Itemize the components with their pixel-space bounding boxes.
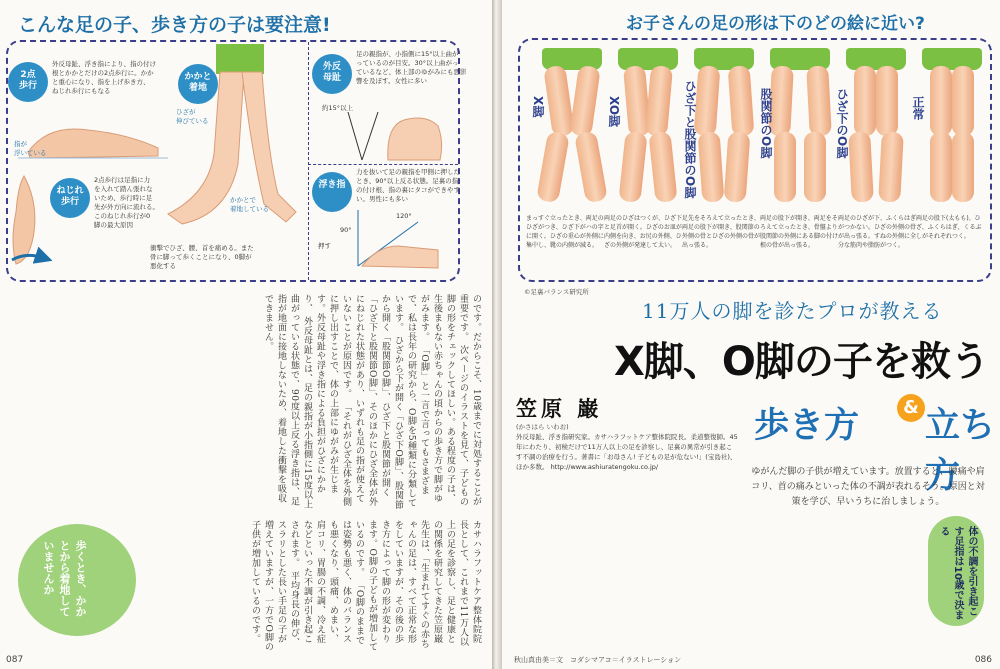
callout-text: 歩くとき、かかとから着地していませんか	[42, 540, 87, 617]
article-subhead-walk: 歩き方	[754, 406, 860, 446]
leg-type-description: 両足の股下が開き、両足をそろえて立ったとき、骨盤より股関節の外側にある脚の付け根の骨が出っ張る。	[760, 215, 839, 249]
article-subhead-stand: 立ち方	[925, 406, 996, 496]
heel-label: かかとで 着地している	[230, 196, 269, 213]
badge-hallux-valgus: 外反 母趾	[312, 54, 352, 94]
floating-toe-text: 力を抜いて足の親指を甲側に押した とき、90°以上反る状態。足裏の指 の付け根、指の裏にタコができやす い。男性にも多い	[356, 168, 460, 203]
leg-type-label: 股関節のO脚	[759, 88, 773, 159]
author-bio: 外反母趾、浮き指研究家。カサハラフットケア整体院院長。柔道整復師。45年にわたり、初検だけで11万人以上の足を診察し、足裏の異常が引き起こす不調の治療を行う。著書に「お母さん! 子どもの足が危ない!」(宝島社)、ほか多数。 http://www.ashiuratengoku.co.jp/	[516, 433, 738, 471]
leg-figure-hip-o	[770, 48, 830, 203]
left-body-text: のです。だからこそ、10歳までに対処することが重要です。 次ページのイラストを見て、子どもの脚の形をチェックしてほしい。ある程度の子は、生後まもない赤ちゃんの頃からの歩き方で脚がゆがみます。 「O脚」と一言で言ってもさまざまで、私は長年の研究から、O脚を5種類に分類しています。 ひざから下が開く「ひざ下O脚」、股関節から開く「股関節O脚」、ひざ下と股関節が開く「ひざ下と股関節O脚」、そのほかにひざ全体が外にねじれた状態があり、いずれも足の指が使えていないことが原因です。 「それがひざ全体を外側に押し出すことで、体の上部にゆがみが生じます。外反母趾や浮き指による負担がひざにかかり、 外反母趾とは、足の親指が小指側に15度以上曲がっている状態で、90度以上反る浮き指は、足指が地面に接地しないため、着地した衝撃を吸収できません。	[263, 294, 481, 510]
leg-figure-normal	[922, 48, 982, 203]
leg-figure-knee-o	[846, 48, 906, 203]
leg-type-description: 両足の股下(太もも)、ひざ、ふくらはぎ、くるぶしがそれぞれつく。	[916, 215, 982, 240]
right-page	[502, 0, 1000, 669]
article-headline: X脚、O脚の子を救う	[614, 339, 989, 385]
left-body-text-lower: カサハラフットケア整体院院長として、これまで11万人以上の足を診察し、足と健康との関係を研究してきた笠原巌先生は、「生まれてすぐの赤ちゃんの足は、すべて正常な形をしていますが、その後の歩き方によって脚の形が変わります。O脚の子どもが増加しているのです。 「O脚のままでは姿勢も悪く、体のバランスも悪くなり、頭痛、めまい、肩コリ、胃腸の不調、冷え症などといった不調が引き起こされます。 平均身長の伸び、スラリとした長い手足の子が増えていますが、一方でO脚の子供が増加しているのです。	[250, 520, 481, 652]
left-page-number: 087	[6, 655, 24, 665]
twist-walk-text: 2点歩行は足指に力 を入れて踏ん張れな いため、歩行時に足 先が外方向に流れる。 このねじれ歩行が0 脚の最大原因	[94, 176, 159, 229]
right-page-number: 086	[974, 655, 992, 665]
leg-type-description: 両足のひざはつくが、ひざ下と足首が開く。ひざのお皿が内側を向き、お尻の外側、ひざの外側が発達して太い。	[604, 215, 683, 249]
knee-label: ひざが 伸びている	[176, 108, 209, 125]
spine-gutter	[492, 0, 502, 669]
walking-legs-illustration	[158, 44, 308, 244]
article-kicker: 11万人の脚を診たプロが教える	[642, 299, 943, 323]
leg-figure-x	[542, 48, 602, 203]
left-page	[0, 0, 492, 669]
panel-divider	[308, 42, 309, 280]
panel-divider	[308, 164, 458, 165]
author-reading: (かさはら いわお)	[516, 423, 569, 431]
illustration-credit: ©足裏バランス研究所	[524, 288, 589, 296]
bunion-foot-illustration	[318, 112, 448, 162]
leg-type-label: ひざ下と股関節のO脚	[683, 80, 697, 199]
angle-90-label: 90°	[340, 226, 352, 234]
author-name: 笠原 巌	[516, 397, 603, 421]
leg-type-description: 足先をそろえて立ったとき、両足の股下が開き、股関節の外側の骨とひざの外側の骨が出っ張る。	[682, 215, 761, 249]
hallux-valgus-text: 足の親指が、小指側に15°以上曲が っているのが目安。30°以上曲がっ ているなど、体上部のゆがみにも悪影 響を及ぼす。女性に多い	[356, 50, 467, 85]
left-page-title: こんな足の子、歩き方の子は要注意!	[18, 14, 331, 36]
angle-120-label: 120°	[396, 212, 412, 220]
leg-type-label: ひざ下のO脚	[835, 88, 849, 159]
badge-heel-strike: かかと 着地	[178, 64, 218, 104]
badge-two-point-walk: 2点 歩行	[8, 62, 48, 102]
right-page-title: お子さんの足の形は下のどの絵に近い?	[626, 14, 925, 34]
ampersand-badge: &	[897, 394, 925, 422]
toe-float-label: 指が 浮いている	[14, 140, 47, 157]
angle-15-label: 約15°以上	[322, 104, 354, 112]
leg-type-description: 両足のひざが下、ふくらはぎがつかない。ひざの外側の骨が出っ張る。すねの外側に全分な筋肉や脂肪がつく。	[838, 215, 917, 249]
two-point-walk-text: 外反母趾、浮き指により、指の付け 根とかかとだけの2点歩行に。かか と重心になり、指を上げ歩き方、 ねじれ歩行にもなる	[52, 60, 156, 95]
leg-type-description: まっすぐ立ったとき、両足のひざがつき、ひざ下がハの字に開く。ひざの重心が外側に集中し、靴の内側が減る。	[526, 215, 604, 249]
leg-figure-knee-hip-o	[694, 48, 754, 203]
badge-twist-walk: ねじれ 歩行	[50, 178, 90, 218]
leg-type-label: XO脚	[607, 96, 621, 128]
leg-type-label: 正常	[911, 96, 925, 120]
article-credits: 秋山真由美＝文 コダシマアコ＝イラストレーション	[514, 656, 682, 664]
badge-floating-toe: 浮き指	[312, 172, 352, 212]
heel-strike-text: 衝撃でひざ、腰、首を痛める。また 骨に脚って歩くことになり、0脚が 悪化する	[150, 244, 254, 270]
leg-type-label: X脚	[531, 96, 545, 118]
twisted-foot-illustration	[8, 172, 52, 268]
toe-angle-illustration	[318, 206, 448, 270]
pull-quote-text: 体の不調を引き起こす足指は10歳で決まる	[938, 526, 977, 620]
push-label: 押す	[318, 242, 331, 250]
leg-figure-xo	[618, 48, 678, 203]
article-lede: ゆがんだ脚の子供が増えています。放置すると、腰痛や肩コリ、首の痛みといった体の不調が表れるそう。原因と対策を学び、早いうちに治しましょう。	[751, 467, 985, 507]
